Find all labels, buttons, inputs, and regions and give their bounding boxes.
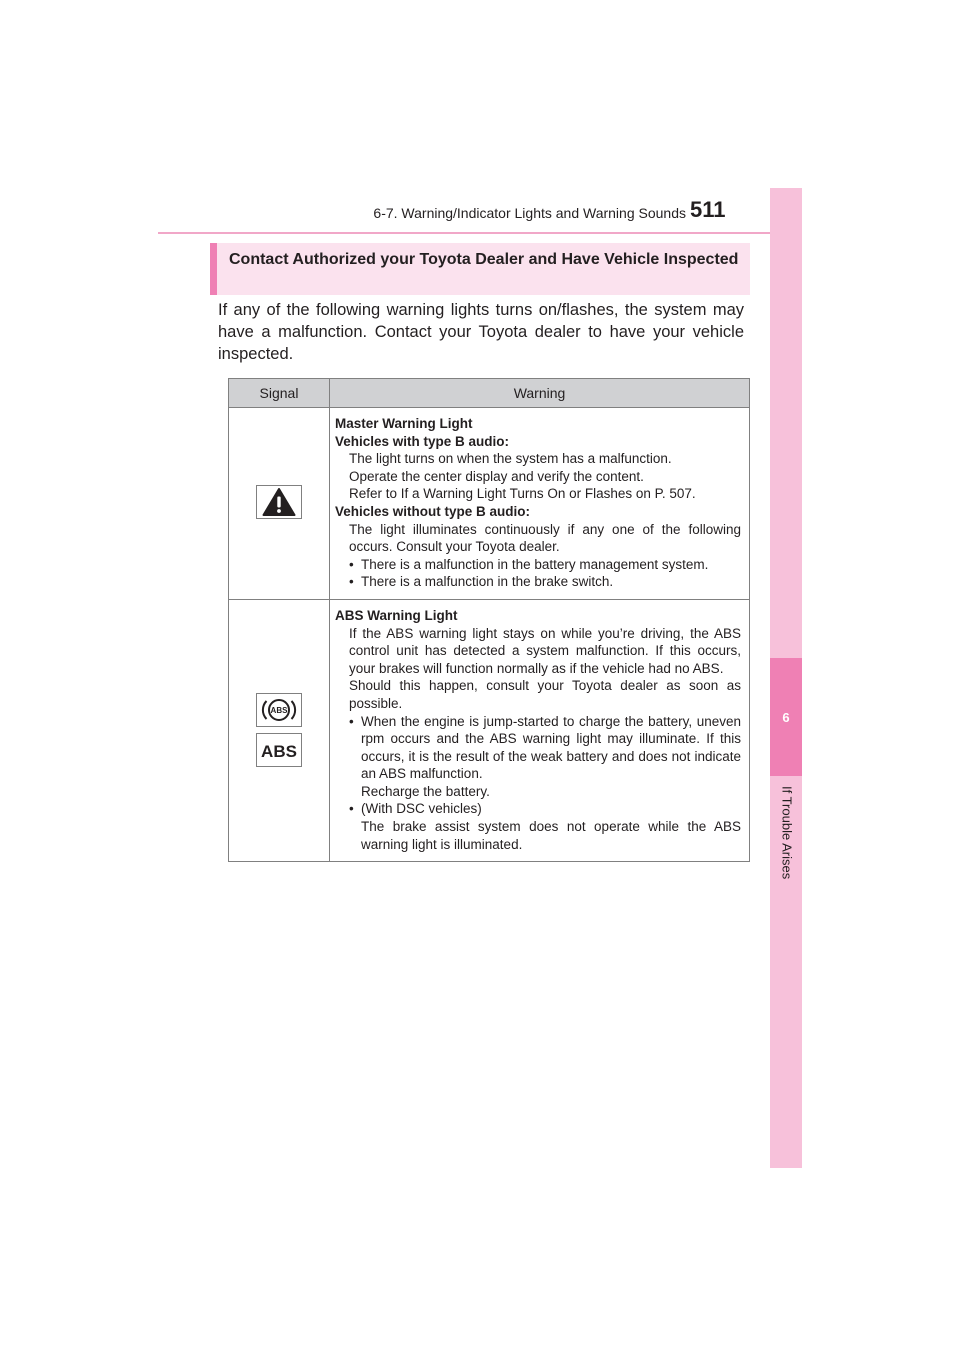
- warning-cell: [330, 408, 750, 600]
- table-row: [229, 408, 750, 600]
- warning-line: Refer to If a Warning Light Turns On or Flashes on P. 507.: [349, 486, 696, 502]
- master-warning-icon: [256, 485, 302, 519]
- column-header-warning: Warning: [330, 379, 750, 408]
- warning-subheading: Vehicles with type B audio:: [335, 433, 510, 449]
- table-header-row: [229, 379, 750, 408]
- bullet-continuation: Recharge the battery.: [361, 783, 490, 799]
- abs-circle-icon: [256, 693, 302, 727]
- warning-paragraph: If the ABS warning light stays on while you’re driving, the ABS control unit has detected a system malfunction. If this occurs, your brakes will function normally as if the vehicle had no ABS.: [349, 625, 741, 676]
- abs-circle-label: ABS: [270, 706, 288, 716]
- running-header: 6-7. Warning/Indicator Lights and Warning Sounds: [373, 205, 686, 221]
- warning-title: Master Warning Light: [335, 416, 473, 431]
- warning-subheading: Vehicles without type B audio:: [335, 503, 531, 519]
- bullet-mark: •: [349, 801, 354, 817]
- bullet-mark: •: [349, 713, 354, 729]
- chapter-label: If Trouble Arises: [779, 786, 795, 880]
- bullet-text: There is a malfunction in the battery management system.: [361, 556, 709, 572]
- abs-text-label: ABS: [261, 742, 297, 762]
- bullet-text: When the engine is jump-started to charge the battery, uneven rpm occurs and the ABS warning light may illuminate. If this occurs, it is the result of the weak battery and does not indicate an ABS malfunction.: [361, 713, 741, 782]
- page-number: 511: [690, 197, 726, 222]
- warning-paragraph: Should this happen, consult your Toyota dealer as soon as possible.: [349, 678, 741, 711]
- bullet-text: There is a malfunction in the brake switch.: [361, 574, 614, 590]
- warning-line: Operate the center display and verify the content.: [349, 468, 644, 484]
- chapter-number-tab: 6: [770, 658, 802, 776]
- warning-table: [228, 378, 750, 862]
- column-header-signal: Signal: [229, 379, 330, 408]
- bullet-mark: •: [349, 574, 354, 590]
- warning-cell: [330, 599, 750, 861]
- header-rule: [158, 232, 802, 234]
- warning-line: The light turns on when the system has a malfunction.: [349, 451, 672, 467]
- section-heading: Contact Authorized your Toyota Dealer and Have Vehicle Inspected: [210, 243, 750, 295]
- table-row: [229, 599, 750, 861]
- signal-cell: [229, 599, 330, 861]
- intro-paragraph: If any of the following warning lights turns on/flashes, the system may have a malfunction. Contact your Toyota dealer to have your vehicle inspected.: [218, 301, 744, 363]
- bullet-item: [335, 800, 741, 818]
- bullet-item: [335, 713, 741, 783]
- bullet-text: (With DSC vehicles): [361, 801, 482, 817]
- warning-paragraph: The light illuminates continuously if any one of the following occurs. Consult your Toyota dealer.: [349, 521, 741, 555]
- bullet-item: [335, 573, 741, 591]
- bullet-mark: •: [349, 556, 354, 572]
- bullet-continuation: The brake assist system does not operate while the ABS warning light is illuminated.: [361, 819, 741, 852]
- warning-title: ABS Warning Light: [335, 607, 458, 623]
- abs-text-icon: [256, 733, 302, 767]
- bullet-item: [335, 556, 741, 574]
- signal-cell: [229, 408, 330, 600]
